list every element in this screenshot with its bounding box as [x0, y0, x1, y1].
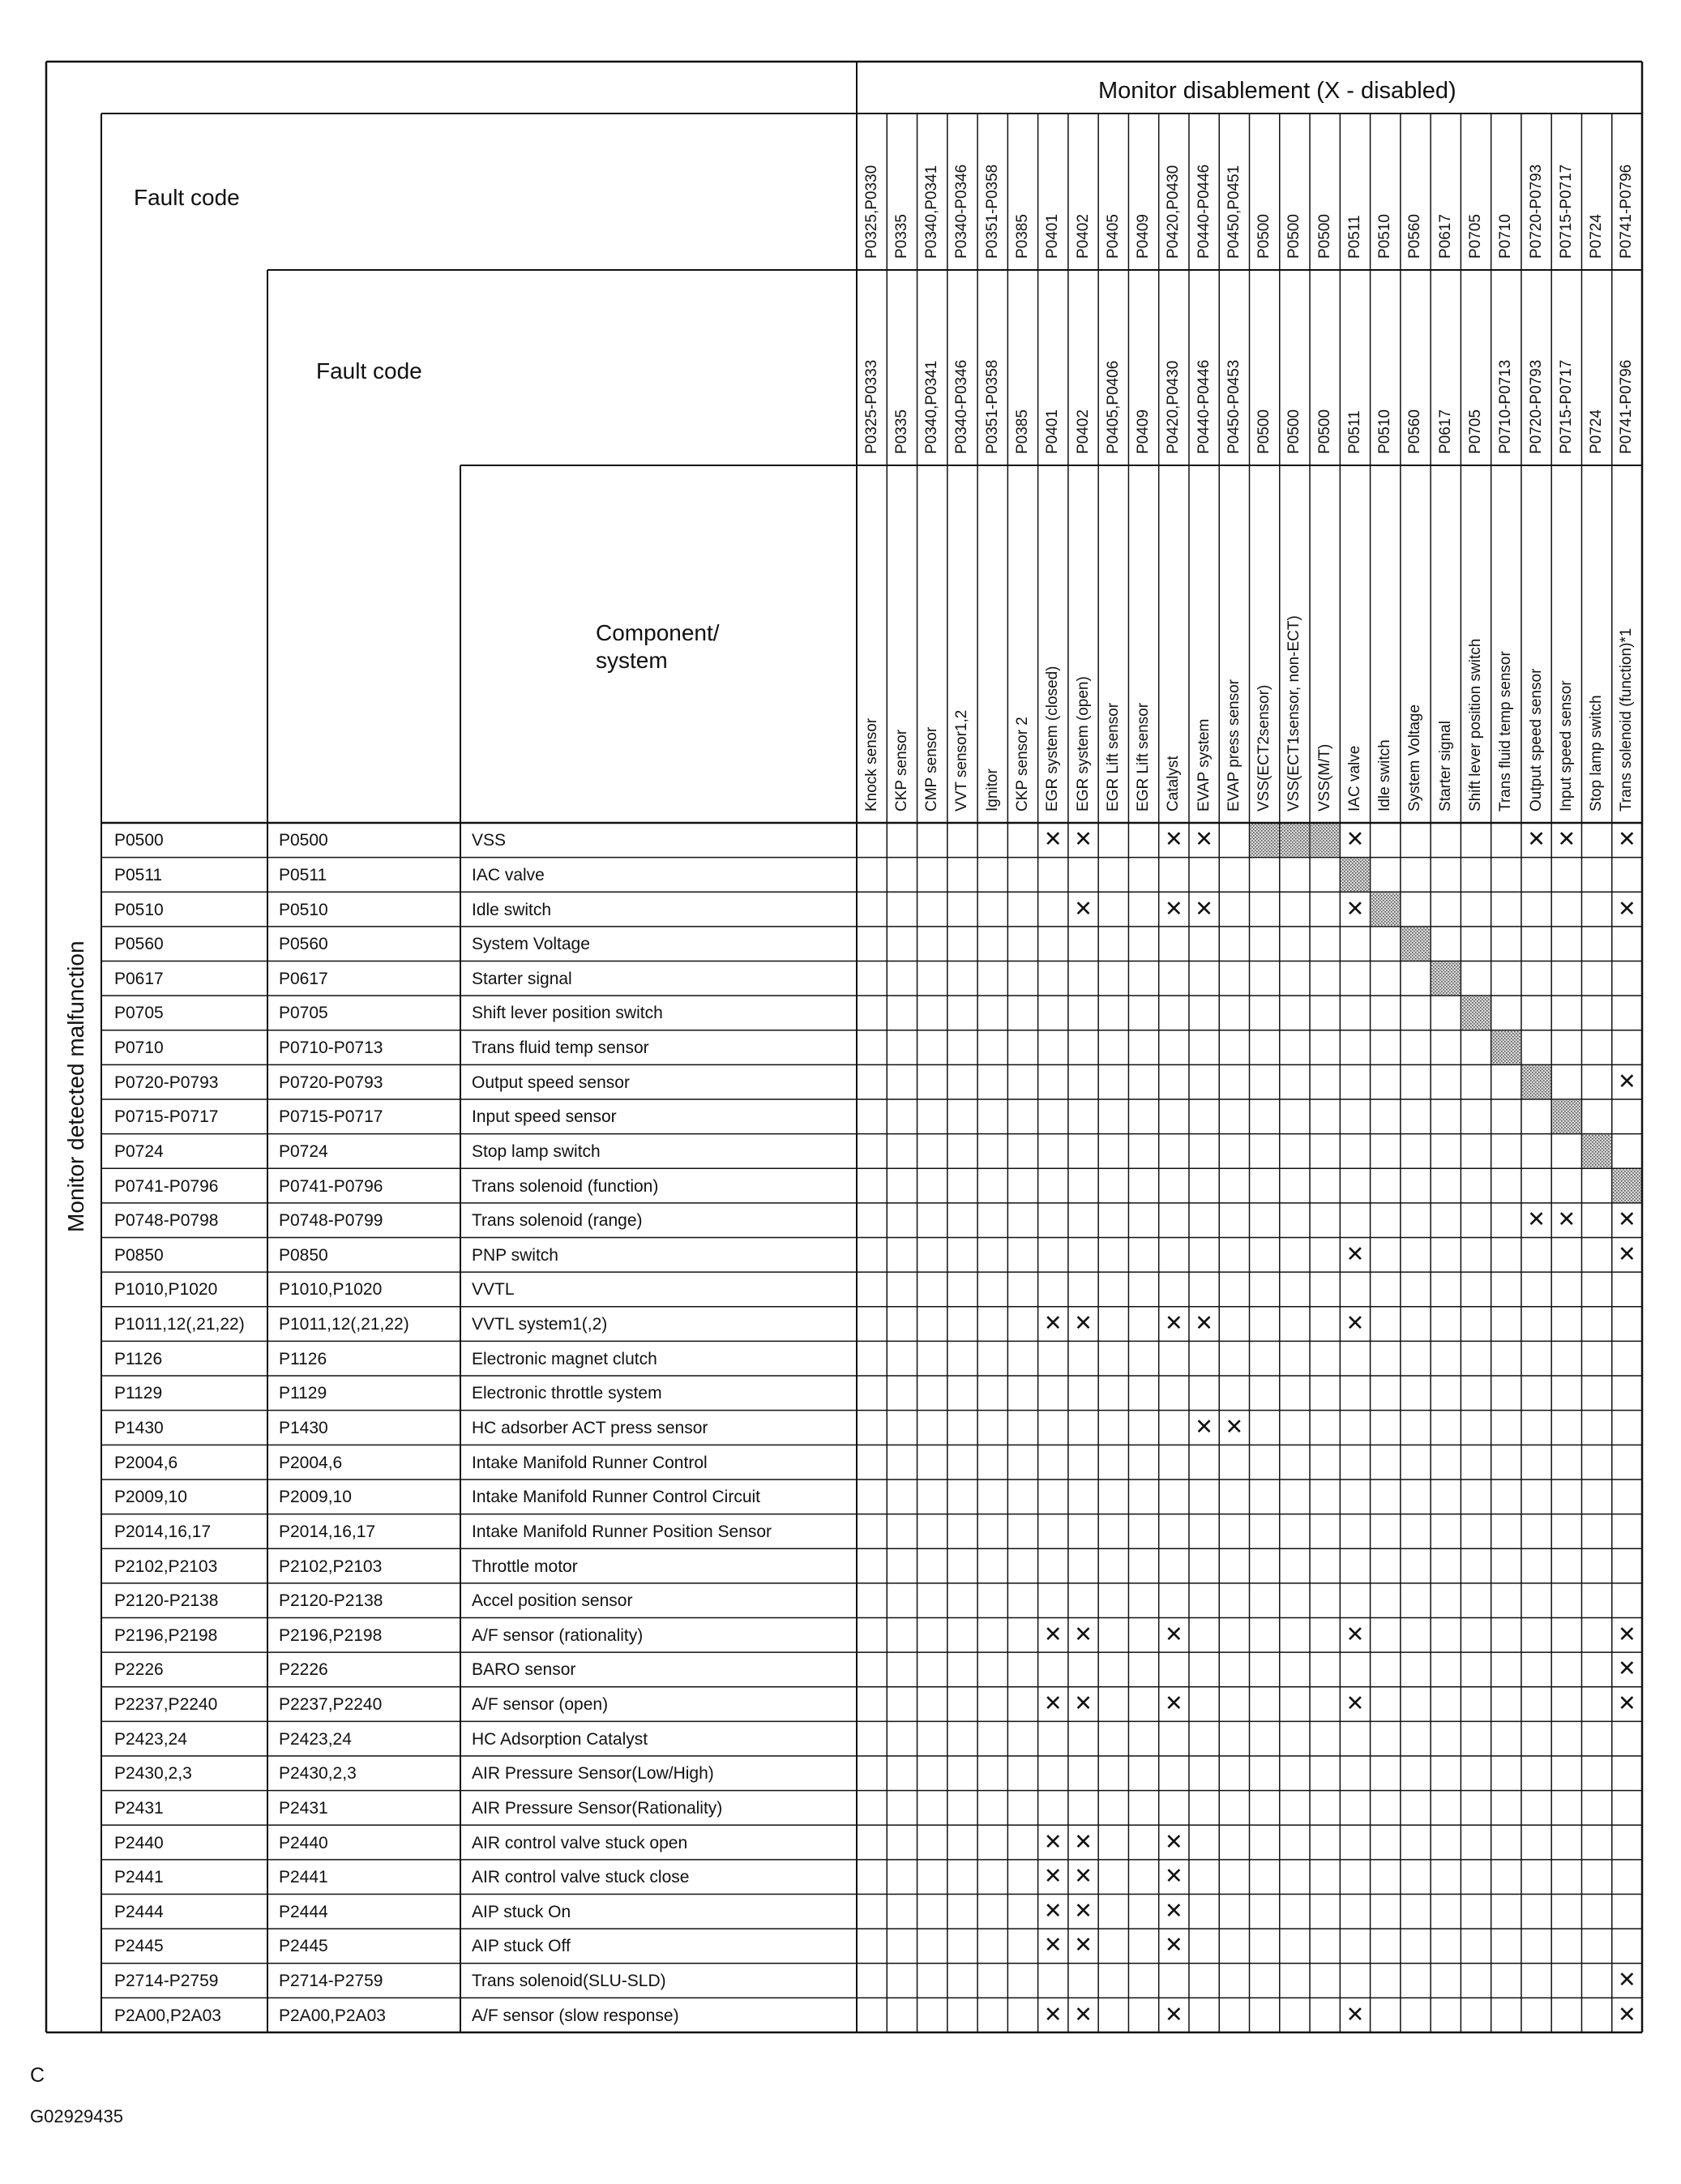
column-code-primary: P0710	[1497, 214, 1515, 259]
disabled-x-mark: ✕	[1165, 1691, 1183, 1716]
row-fault-code-secondary: P1010,P1020	[279, 1280, 383, 1300]
column-component-name: Output speed sensor	[1527, 668, 1545, 812]
disabled-x-mark: ✕	[1557, 827, 1576, 852]
disabled-x-mark: ✕	[1618, 1968, 1636, 1993]
column-component-name: EVAP system	[1195, 718, 1213, 812]
row-fault-code-primary: P2430,2,3	[114, 1764, 192, 1784]
column-component-name: Trans fluid temp sensor	[1497, 651, 1515, 812]
row-component-name: Starter signal	[472, 969, 572, 988]
self-monitor-shaded-cell	[1371, 893, 1400, 926]
row-fault-code-secondary: P0617	[279, 969, 328, 988]
row-fault-code-primary: P2009,10	[114, 1488, 187, 1507]
column-component-name: Starter signal	[1436, 721, 1454, 812]
row-component-name: AIP stuck Off	[472, 1937, 571, 1956]
disabled-x-mark: ✕	[1074, 827, 1093, 852]
disabled-x-mark: ✕	[1195, 1311, 1213, 1336]
row-fault-code-primary: P2444	[114, 1902, 164, 1921]
column-component-name: EVAP press sensor	[1225, 679, 1243, 812]
row-component-name: BARO sensor	[472, 1660, 576, 1680]
self-monitor-shaded-cell	[1582, 1135, 1610, 1168]
column-code-primary: P0705	[1467, 214, 1485, 259]
row-fault-code-primary: P2445	[114, 1937, 164, 1956]
row-component-name: Trans solenoid (range)	[472, 1211, 643, 1231]
disabled-x-mark: ✕	[1557, 1207, 1576, 1232]
column-component-name: System Voltage	[1406, 704, 1424, 812]
column-code-primary: P0511	[1345, 215, 1363, 259]
column-code-secondary: P0511	[1345, 410, 1363, 454]
footer-letter: C	[30, 2064, 45, 2087]
column-code-secondary: P0724	[1588, 409, 1606, 454]
disabled-x-mark: ✕	[1345, 1311, 1365, 1336]
row-fault-code-secondary: P1430	[279, 1419, 328, 1437]
row-fault-code-secondary: P2237,P2240	[279, 1695, 383, 1715]
column-code-primary: P0340,P0341	[923, 165, 941, 259]
disabled-x-mark: ✕	[1165, 896, 1183, 921]
row-component-name: VVTL system1(,2)	[472, 1315, 608, 1334]
disabled-x-mark: ✕	[1165, 827, 1183, 852]
component-header-line1: Component/	[596, 620, 720, 645]
row-fault-code-secondary: P0724	[279, 1141, 328, 1161]
row-fault-code-secondary: P0560	[279, 935, 328, 954]
self-monitor-shaded-cell	[1281, 824, 1309, 857]
column-component-name: Ignitor	[983, 769, 1001, 812]
column-code-secondary: P0710-P0713	[1497, 359, 1515, 454]
column-code-primary: P0500	[1315, 214, 1333, 259]
disabled-x-mark: ✕	[1195, 1415, 1213, 1439]
column-code-primary: P0409	[1135, 214, 1153, 259]
row-fault-code-secondary: P0511	[279, 865, 327, 884]
column-component-name: Idle switch	[1376, 739, 1394, 812]
row-component-name: VSS	[472, 831, 507, 850]
column-code-secondary: P0500	[1255, 409, 1273, 454]
row-fault-code-primary: P2431	[114, 1798, 164, 1818]
component-system-header	[596, 619, 720, 674]
column-component-name: CKP sensor 2	[1013, 717, 1031, 812]
row-fault-code-secondary: P2440	[279, 1833, 328, 1852]
row-component-name: A/F sensor (slow response)	[472, 2006, 679, 2025]
row-component-name: Electronic throttle system	[472, 1384, 662, 1403]
disabled-x-mark: ✕	[1345, 1691, 1365, 1716]
row-fault-code-primary: P0510	[114, 900, 164, 919]
row-component-name: Stop lamp switch	[472, 1141, 601, 1161]
disabled-x-mark: ✕	[1043, 1829, 1063, 1854]
disabled-x-mark: ✕	[1043, 1864, 1063, 1889]
row-component-name: Throttle motor	[472, 1557, 578, 1576]
column-code-secondary: P0325-P0333	[862, 359, 880, 454]
disabled-x-mark: ✕	[1345, 896, 1365, 921]
column-component-name: VSS(ECT2sensor)	[1255, 684, 1273, 812]
row-component-name: Intake Manifold Runner Control Circuit	[472, 1488, 760, 1507]
disabled-x-mark: ✕	[1074, 2002, 1093, 2027]
row-fault-code-primary: P0710	[114, 1038, 164, 1058]
row-component-name: System Voltage	[472, 935, 590, 954]
disabled-x-mark: ✕	[1165, 1864, 1183, 1889]
self-monitor-shaded-cell	[1431, 962, 1460, 996]
column-code-secondary: P0500	[1285, 409, 1303, 454]
column-code-secondary: P0705	[1467, 409, 1485, 454]
row-fault-code-primary: P2196,P2198	[114, 1625, 218, 1645]
column-code-primary: P0385	[1013, 214, 1031, 259]
column-code-primary: P0401	[1044, 214, 1062, 259]
column-component-name: Stop lamp switch	[1588, 695, 1606, 812]
disabled-x-mark: ✕	[1074, 1829, 1093, 1854]
disabled-x-mark: ✕	[1043, 1311, 1063, 1336]
disabled-x-mark: ✕	[1165, 1933, 1183, 1958]
column-code-secondary: P0401	[1044, 409, 1062, 454]
row-fault-code-primary: P2237,P2240	[114, 1695, 218, 1715]
column-component-name: EGR system (closed)	[1044, 666, 1062, 812]
disabled-x-mark: ✕	[1195, 896, 1213, 921]
column-code-primary: P0720-P0793	[1527, 164, 1545, 259]
disabled-x-mark: ✕	[1074, 1864, 1093, 1889]
column-code-primary: P0500	[1285, 214, 1303, 259]
self-monitor-shaded-cell	[1251, 824, 1279, 857]
row-fault-code-primary: P1011,12(,21,22)	[114, 1315, 245, 1334]
row-fault-code-primary: P0741-P0796	[114, 1176, 219, 1196]
column-code-secondary: P0409	[1135, 409, 1153, 454]
row-fault-code-primary: P2423,24	[114, 1729, 187, 1749]
row-component-name: HC adsorber ACT press sensor	[472, 1419, 708, 1437]
self-monitor-shaded-cell	[1552, 1100, 1580, 1133]
disabled-x-mark: ✕	[1618, 827, 1636, 852]
row-fault-code-primary: P1430	[114, 1419, 164, 1437]
disabled-x-mark: ✕	[1225, 1415, 1244, 1439]
row-fault-code-secondary: P2102,P2103	[279, 1557, 383, 1576]
column-component-name: EGR Lift sensor	[1104, 702, 1122, 812]
row-fault-code-secondary: P0850	[279, 1245, 328, 1265]
column-code-secondary: P0351-P0358	[983, 359, 1001, 454]
column-code-primary: P0351-P0358	[983, 164, 1001, 259]
figure-id: G02929435	[30, 2106, 123, 2126]
row-fault-code-primary: P2004,6	[114, 1453, 178, 1472]
column-component-name: CKP sensor	[892, 729, 910, 812]
column-code-primary: P0715-P0717	[1557, 164, 1575, 259]
side-label: Monitor detected malfunction	[63, 940, 88, 1232]
disabled-x-mark: ✕	[1618, 896, 1636, 921]
column-code-secondary: P0500	[1315, 409, 1333, 454]
self-monitor-shaded-cell	[1461, 996, 1490, 1030]
row-fault-code-primary: P2A00,P2A03	[114, 2006, 221, 2025]
disabled-x-mark: ✕	[1043, 1621, 1063, 1647]
self-monitor-shaded-cell	[1492, 1031, 1521, 1064]
row-fault-code-secondary: P0510	[279, 900, 328, 919]
row-fault-code-secondary: P2444	[279, 1902, 328, 1921]
disabled-x-mark: ✕	[1074, 1311, 1093, 1336]
disabled-x-mark: ✕	[1527, 1207, 1546, 1232]
column-component-name: Input speed sensor	[1557, 680, 1575, 812]
row-fault-code-secondary: P2441	[279, 1868, 328, 1887]
self-monitor-shaded-cell	[1613, 1169, 1641, 1202]
column-code-secondary: P0402	[1074, 409, 1092, 454]
column-code-primary: P0402	[1074, 214, 1092, 259]
column-component-name: Knock sensor	[862, 717, 880, 812]
monitor-disablement-title: Monitor disablement (X - disabled)	[1098, 78, 1456, 104]
disabled-x-mark: ✕	[1618, 2002, 1636, 2027]
column-code-primary: P0420,P0430	[1165, 165, 1183, 259]
disabled-x-mark: ✕	[1165, 1621, 1183, 1647]
column-code-secondary: P0440-P0446	[1195, 359, 1213, 454]
column-code-secondary: P0741-P0796	[1618, 359, 1636, 454]
column-code-secondary: P0385	[1013, 409, 1031, 454]
column-code-secondary: P0420,P0430	[1165, 360, 1183, 454]
row-fault-code-secondary: P2196,P2198	[279, 1625, 383, 1645]
row-fault-code-primary: P2714-P2759	[114, 1972, 219, 1991]
row-fault-code-secondary: P0500	[279, 831, 328, 850]
row-fault-code-secondary: P0720-P0793	[279, 1073, 383, 1092]
row-fault-code-primary: P0560	[114, 935, 164, 954]
column-code-primary: P0510	[1376, 214, 1394, 259]
row-fault-code-primary: P1010,P1020	[114, 1280, 218, 1300]
disabled-x-mark: ✕	[1074, 896, 1093, 921]
row-component-name: AIR control valve stuck close	[472, 1868, 690, 1887]
row-fault-code-secondary: P0741-P0796	[279, 1176, 383, 1196]
row-component-name: Idle switch	[472, 900, 552, 919]
column-code-primary: P0405	[1104, 214, 1122, 259]
column-code-primary: P0325,P0330	[862, 165, 880, 259]
row-fault-code-secondary: P2431	[279, 1798, 328, 1818]
column-code-secondary: P0720-P0793	[1527, 359, 1545, 454]
row-fault-code-secondary: P0705	[279, 1004, 328, 1023]
disabled-x-mark: ✕	[1165, 1311, 1183, 1336]
disabled-x-mark: ✕	[1345, 827, 1365, 852]
row-fault-code-secondary: P2009,10	[279, 1488, 352, 1507]
disabled-x-mark: ✕	[1195, 827, 1213, 852]
column-code-secondary: P0560	[1406, 409, 1424, 454]
self-monitor-shaded-cell	[1522, 1065, 1551, 1098]
row-fault-code-primary: P0511	[114, 865, 163, 884]
row-fault-code-secondary: P2714-P2759	[279, 1972, 383, 1991]
row-component-name: Output speed sensor	[472, 1073, 630, 1092]
row-fault-code-primary: P0715-P0717	[114, 1107, 219, 1127]
self-monitor-shaded-cell	[1341, 859, 1369, 892]
row-component-name: PNP switch	[472, 1245, 558, 1265]
row-component-name: Intake Manifold Runner Position Sensor	[472, 1522, 772, 1541]
row-component-name: Trans fluid temp sensor	[472, 1038, 649, 1058]
column-code-primary: P0335	[892, 214, 910, 259]
column-component-name: Shift lever position switch	[1467, 638, 1485, 812]
row-fault-code-primary: P0705	[114, 1004, 164, 1023]
column-code-secondary: P0510	[1376, 409, 1394, 454]
row-fault-code-primary: P2441	[114, 1868, 164, 1887]
column-code-primary: P0340-P0346	[953, 164, 971, 259]
disabled-x-mark: ✕	[1618, 1621, 1636, 1647]
disabled-x-mark: ✕	[1345, 1241, 1365, 1266]
column-code-primary: P0560	[1406, 214, 1424, 259]
row-component-name: Intake Manifold Runner Control	[472, 1453, 708, 1472]
disabled-x-mark: ✕	[1043, 827, 1063, 852]
row-fault-code-primary: P1129	[114, 1384, 163, 1403]
disabled-x-mark: ✕	[1618, 1068, 1636, 1094]
row-component-name: Trans solenoid(SLU-SLD)	[472, 1972, 666, 1991]
row-fault-code-secondary: P2226	[279, 1660, 328, 1680]
row-fault-code-primary: P0617	[114, 969, 164, 988]
disabled-x-mark: ✕	[1165, 1898, 1183, 1923]
column-component-name: VSS(M/T)	[1315, 743, 1333, 812]
disabled-x-mark: ✕	[1074, 1691, 1093, 1716]
row-component-name: Shift lever position switch	[472, 1004, 663, 1023]
row-fault-code-secondary: P2004,6	[279, 1453, 343, 1472]
row-fault-code-secondary: P1011,12(,21,22)	[279, 1315, 409, 1334]
row-fault-code-secondary: P2445	[279, 1937, 328, 1956]
row-fault-code-primary: P2440	[114, 1833, 164, 1852]
disabled-x-mark: ✕	[1043, 2002, 1063, 2027]
column-component-name: EGR Lift sensor	[1135, 702, 1153, 812]
row-fault-code-primary: P0720-P0793	[114, 1073, 219, 1092]
row-component-name: Accel position sensor	[472, 1591, 633, 1611]
column-code-primary: P0440-P0446	[1195, 164, 1213, 259]
row-fault-code-secondary: P0710-P0713	[279, 1038, 383, 1058]
disabled-x-mark: ✕	[1618, 1241, 1636, 1266]
row-component-name: AIR Pressure Sensor(Low/High)	[472, 1764, 714, 1784]
row-fault-code-primary: P0748-P0798	[114, 1211, 219, 1231]
column-code-secondary: P0450-P0453	[1225, 359, 1243, 454]
row-fault-code-primary: P1126	[114, 1349, 163, 1368]
row-fault-code-secondary: P0748-P0799	[279, 1211, 383, 1231]
fault-code-header-1: Fault code	[134, 185, 240, 210]
column-code-secondary: P0617	[1436, 409, 1454, 454]
column-code-secondary: P0340,P0341	[923, 360, 941, 454]
row-fault-code-secondary: P0715-P0717	[279, 1107, 383, 1127]
disabled-x-mark: ✕	[1527, 827, 1546, 852]
disabled-x-mark: ✕	[1074, 1898, 1093, 1923]
disabled-x-mark: ✕	[1618, 1656, 1636, 1681]
row-fault-code-secondary: P2430,2,3	[279, 1764, 357, 1784]
row-fault-code-secondary: P2014,16,17	[279, 1522, 376, 1541]
row-component-name: Trans solenoid (function)	[472, 1176, 659, 1196]
row-component-name: IAC valve	[472, 865, 545, 884]
disabled-x-mark: ✕	[1618, 1691, 1636, 1716]
row-component-name: A/F sensor (open)	[472, 1695, 609, 1715]
row-fault-code-secondary: P1126	[279, 1349, 327, 1368]
disabled-x-mark: ✕	[1345, 1621, 1365, 1647]
row-component-name: A/F sensor (rationality)	[472, 1625, 644, 1645]
row-component-name: Electronic magnet clutch	[472, 1349, 657, 1368]
row-component-name: AIR Pressure Sensor(Rationality)	[472, 1798, 723, 1818]
column-code-primary: P0617	[1436, 214, 1454, 259]
disabled-x-mark: ✕	[1345, 2002, 1365, 2027]
row-fault-code-primary: P0850	[114, 1245, 164, 1265]
column-component-name: Catalyst	[1165, 756, 1183, 812]
disabled-x-mark: ✕	[1618, 1207, 1636, 1232]
column-code-secondary: P0335	[892, 409, 910, 454]
row-component-name: HC Adsorption Catalyst	[472, 1729, 648, 1749]
column-code-primary: P0741-P0796	[1618, 164, 1636, 259]
column-component-name: VSS(ECT1sensor, non-ECT)	[1285, 615, 1303, 812]
row-component-name: AIR control valve stuck open	[472, 1833, 688, 1852]
disabled-x-mark: ✕	[1043, 1933, 1063, 1958]
row-fault-code-primary: P2102,P2103	[114, 1557, 218, 1576]
row-fault-code-secondary: P2423,24	[279, 1729, 352, 1749]
column-code-secondary: P0715-P0717	[1557, 359, 1575, 454]
disabled-x-mark: ✕	[1074, 1933, 1093, 1958]
row-component-name: AIP stuck On	[472, 1902, 571, 1921]
column-component-name: Trans solenoid (function)*1	[1618, 627, 1636, 812]
row-fault-code-secondary: P1129	[279, 1384, 327, 1403]
self-monitor-shaded-cell	[1311, 824, 1339, 857]
column-code-primary: P0450,P0451	[1225, 165, 1243, 259]
component-header-line2: system	[596, 648, 668, 673]
disabled-x-mark: ✕	[1043, 1691, 1063, 1716]
disabled-x-mark: ✕	[1043, 1898, 1063, 1923]
row-fault-code-primary: P0500	[114, 831, 164, 850]
column-component-name: EGR system (open)	[1074, 676, 1092, 812]
row-fault-code-primary: P0724	[114, 1141, 164, 1161]
disabled-x-mark: ✕	[1165, 1829, 1183, 1854]
row-fault-code-primary: P2014,16,17	[114, 1522, 212, 1541]
row-component-name: Input speed sensor	[472, 1107, 617, 1127]
column-component-name: IAC valve	[1345, 745, 1363, 812]
column-code-primary: P0500	[1255, 214, 1273, 259]
disabled-x-mark: ✕	[1165, 2002, 1183, 2027]
column-component-name: VVT sensor1,2	[953, 709, 971, 812]
column-code-secondary: P0405,P0406	[1104, 360, 1122, 454]
row-fault-code-secondary: P2120-P2138	[279, 1591, 383, 1611]
column-component-name: CMP sensor	[923, 726, 941, 812]
column-code-primary: P0724	[1588, 214, 1606, 259]
row-component-name: VVTL	[472, 1280, 515, 1300]
column-code-secondary: P0340-P0346	[953, 359, 971, 454]
self-monitor-shaded-cell	[1401, 927, 1430, 961]
row-fault-code-primary: P2120-P2138	[114, 1591, 219, 1611]
fault-code-header-2: Fault code	[316, 358, 422, 383]
row-fault-code-primary: P2226	[114, 1660, 164, 1680]
row-fault-code-secondary: P2A00,P2A03	[279, 2006, 386, 2025]
disabled-x-mark: ✕	[1074, 1621, 1093, 1647]
